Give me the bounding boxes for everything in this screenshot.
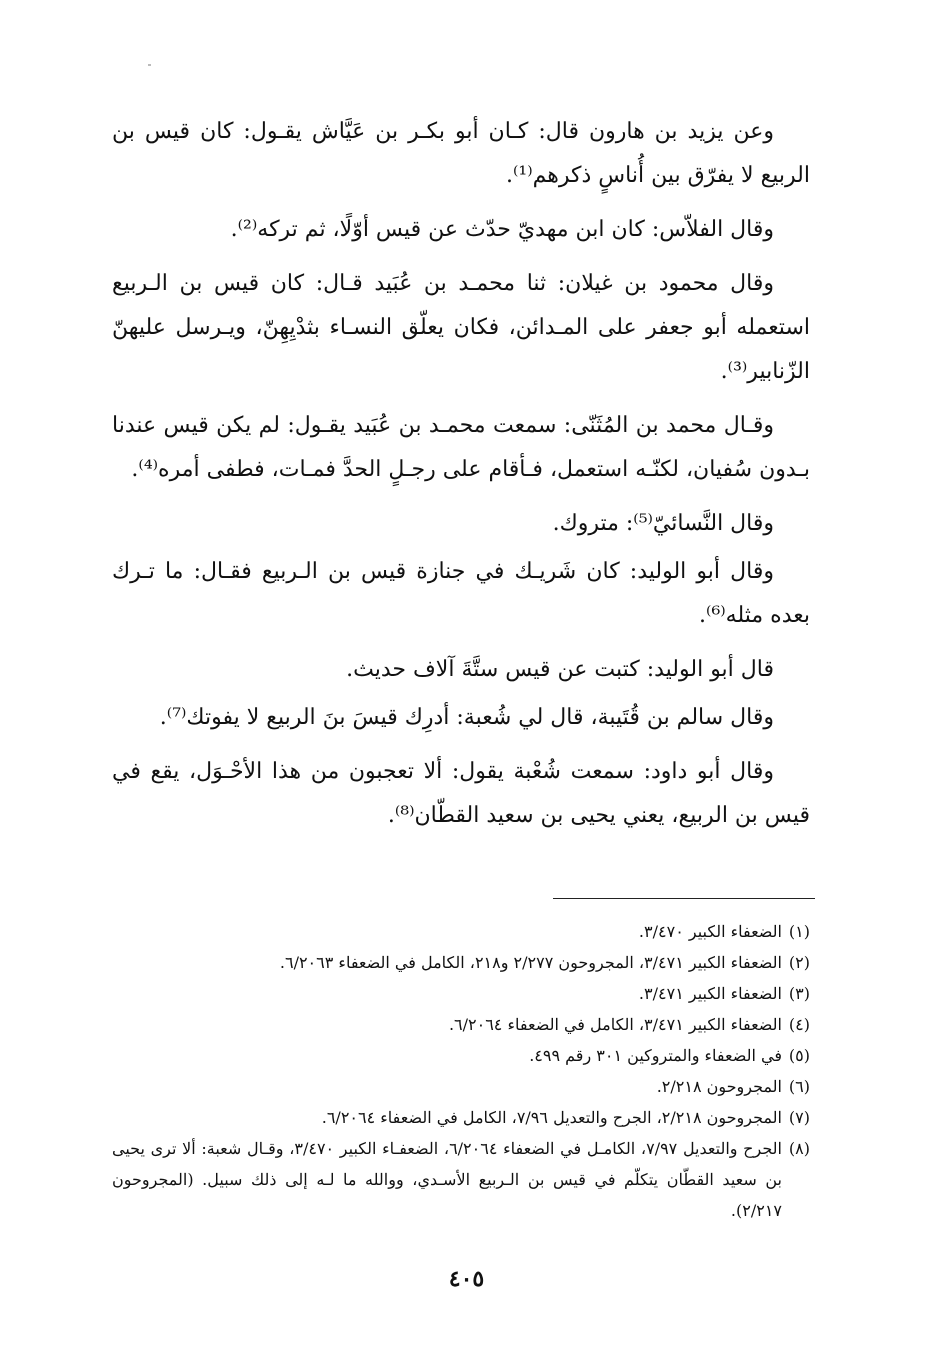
scan-speck [148,64,151,66]
footnote-text: في الضعفاء والمتروكين ٣٠١ رقم ٤٩٩. [529,1046,782,1065]
footnote-number: (٢) [788,953,810,972]
paragraph: وقال أبو الوليد: كان شَريـك في جنازة قيس بن الـربيع فقـال: ما تـرك بعده مثله⁽⁶⁾. [112,559,810,628]
paragraph: وقـال محمد بن المُثَنّى: سمعت محمـد بن عُبَيد يقـول: لم يكن قيس عندنا بـدون سُفيان، لكنّـه استعمل، فـأقام على رجـلٍ الحدَّ فمـات، فطفى أمره⁽⁴⁾. [112,413,810,482]
footnote [112,978,810,1009]
footnote-text: الضعفاء الكبير ٣/٤٧١، المجروحون ٢/٢٧٧ و٢١٨، الكامل في الضعفاء ٦/٢٠٦٣. [279,953,782,972]
footnote-number: (٥) [788,1046,810,1065]
footnote [112,1009,810,1040]
footnote-number: (٦) [788,1077,810,1096]
main-text [112,110,810,848]
footnote-text: المجروحون ٢/٢١٨. [656,1077,782,1096]
footnote [112,1102,810,1133]
paragraph: وقال سالم بن قُتَيبة، قال لي شُعبة: أدرِك قيسَ بنَ الربيع لا يفوتك⁽⁷⁾. [159,705,774,730]
footnote [112,947,810,978]
footnote-text: الضعفاء الكبير ٣/٤٧١، الكامل في الضعفاء ٦/٢٠٦٤. [448,1015,782,1034]
paragraph: وعن يزيد بن هارون قال: كـان أبو بكـر بن عَيَّاش يقـول: كان قيس بن الربيع لا يفرّق بين أُناسٍ ذكرهم⁽¹⁾. [112,119,810,188]
paragraph: قال أبو الوليد: كتبت عن قيس ستَّةَ آلاف حديث. [346,657,774,682]
footnote [112,1071,810,1102]
footnote [112,916,810,947]
footnote-text: الضعفاء الكبير ٣/٤٧٠. [638,922,782,941]
footnote-separator [553,898,815,899]
footnote [112,1040,810,1071]
footnote-number: (٧) [788,1108,810,1127]
footnote-number: (١) [788,922,810,941]
paragraph: وقال أبو داود: سمعت شُعْبة يقول: ألا تعجبون من هذا الأحْـوَل، يقع في قيس بن الربيع، يعني يحيى بن سعيد القطّان⁽⁸⁾. [112,759,810,828]
footnote [112,1133,810,1226]
footnote-text: المجروحون ٢/٢١٨، الجرح والتعديل ٧/٩٦، الكامل في الضعفاء ٦/٢٠٦٤. [321,1108,782,1127]
footnote-text: الضعفاء الكبير ٣/٤٧١. [638,984,782,1003]
footnote-number: (٤) [788,1015,810,1034]
page-number: ٤٠٥ [448,1266,485,1292]
paragraph: وقال الفلاّس: كان ابن مهديّ حدّث عن قيس أوّلًا، ثم تركه⁽²⁾. [230,217,774,242]
paragraph: وقال محمود بن غيلان: ثنا محمـد بن عُبَيد قـال: كان قيس بن الـربيع استعمله أبو جعفر على المـدائن، فكان يعلّق النسـاء بثدْيِهِنّ، ويـرسل عليهنّ الزّنابير⁽³⁾. [112,271,810,384]
footnote-number: (٨) [788,1139,810,1158]
footnote-text: الجرح والتعديل ٧/٩٧، الكامـل في الضعفاء ٦/٢٠٦٤، الضعفـاء الكبير ٣/٤٧٠، وقـال شعبة: ألا ترى يحيى بن سعيد القطّان يتكلّم في قيس بن الـربيع الأسـدي، ووالله ما لـه إلى ذلك سبيل. (المجروحون ٢/٢١٧). [112,1139,782,1220]
paragraph: وقال النَّسائيّ⁽⁵⁾: متروك. [552,511,774,536]
footnotes [112,916,810,1226]
footnote-number: (٣) [788,984,810,1003]
